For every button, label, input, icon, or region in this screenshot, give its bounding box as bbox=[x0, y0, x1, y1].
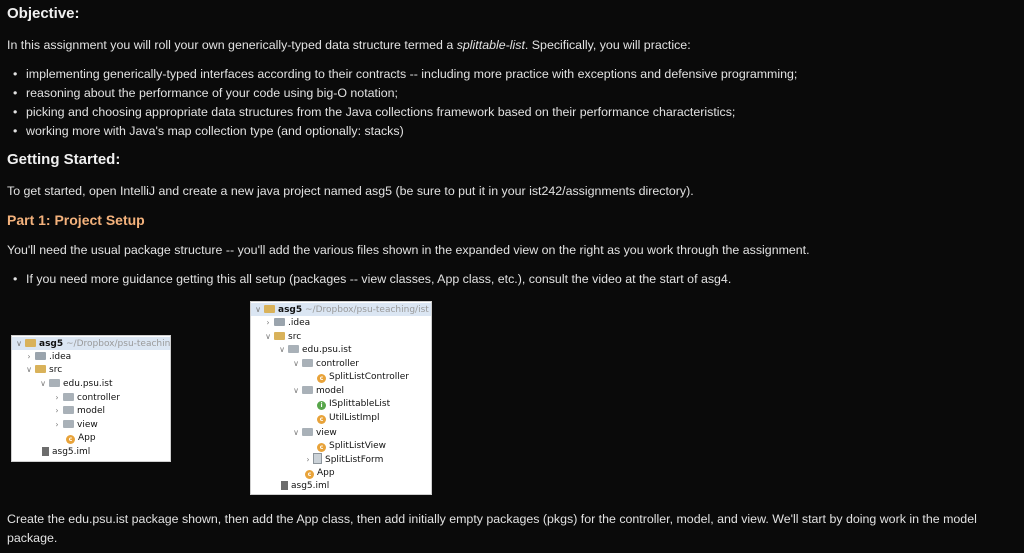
tree-item-splitlistview[interactable]: c SplitListView bbox=[317, 440, 386, 453]
tree-item-utillistimpl[interactable]: c UtilListImpl bbox=[317, 412, 379, 425]
chevron-down-icon[interactable]: ∨ bbox=[255, 305, 261, 314]
part1-text: You'll need the usual package structure -- you'll add the various files shown in the expanded view on the right as you work through the assignment. bbox=[7, 243, 810, 257]
tree-item-package[interactable]: ∨ edu.psu.ist bbox=[38, 377, 113, 390]
package-icon bbox=[288, 345, 299, 353]
chevron-right-icon[interactable]: › bbox=[55, 406, 59, 415]
tree-root[interactable]: ∨ asg5 ~/Dropbox/psu-teaching/ist bbox=[251, 303, 431, 316]
chevron-down-icon[interactable]: ∨ bbox=[279, 345, 285, 354]
list-item: • reasoning about the performance of your code using big-O notation; bbox=[7, 84, 797, 103]
tree-item-src[interactable]: ∨ src bbox=[24, 363, 62, 376]
tree-item-iml[interactable]: asg5.iml bbox=[42, 446, 90, 459]
package-icon bbox=[63, 393, 74, 401]
objective-intro: In this assignment you will roll your own generically-typed data structure termed a splittable-list. Specifically, you will practice: bbox=[7, 38, 691, 52]
folder-icon bbox=[274, 318, 285, 326]
tree-item-app[interactable]: c App bbox=[66, 432, 96, 445]
module-file-icon bbox=[42, 447, 49, 456]
tree-item-iml[interactable]: asg5.iml bbox=[281, 480, 329, 493]
folder-icon bbox=[264, 305, 275, 313]
package-icon bbox=[302, 359, 313, 367]
tree-item-controller[interactable]: ∨ controller bbox=[291, 357, 359, 370]
class-c-icon: c bbox=[305, 470, 314, 479]
list-item: • picking and choosing appropriate data structures from the Java collections framework based on their performance characteristics; bbox=[7, 103, 797, 122]
chevron-right-icon[interactable]: › bbox=[266, 318, 270, 327]
class-c-icon: c bbox=[317, 443, 326, 452]
class-c-icon: c bbox=[317, 415, 326, 424]
tree-item-model[interactable]: › model bbox=[52, 404, 105, 417]
tree-item-package[interactable]: ∨ edu.psu.ist bbox=[277, 343, 352, 356]
form-file-icon bbox=[313, 453, 322, 464]
objective-heading: Objective: bbox=[7, 5, 80, 22]
tree-item-isplittablelist[interactable]: i ISplittableList bbox=[317, 398, 390, 411]
chevron-down-icon[interactable]: ∨ bbox=[293, 386, 299, 395]
class-c-icon: c bbox=[317, 374, 326, 383]
objective-bullet-list bbox=[7, 65, 797, 141]
project-tree-collapsed bbox=[11, 335, 171, 462]
tree-item-splitlistform[interactable]: › SplitListForm bbox=[303, 453, 383, 466]
splittable-list-term: splittable-list bbox=[456, 38, 525, 52]
chevron-right-icon[interactable]: › bbox=[306, 455, 310, 464]
chevron-down-icon[interactable]: ∨ bbox=[293, 428, 299, 437]
tree-item-idea[interactable]: › .idea bbox=[24, 350, 71, 363]
package-icon bbox=[302, 386, 313, 394]
getting-started-heading: Getting Started: bbox=[7, 151, 121, 168]
tree-item-idea[interactable]: › .idea bbox=[263, 316, 310, 329]
folder-icon bbox=[35, 365, 46, 373]
package-icon bbox=[49, 379, 60, 387]
list-item: • implementing generically-typed interfaces according to their contracts -- including more practice with exceptions and defensive programming; bbox=[7, 65, 797, 84]
class-c-icon: c bbox=[66, 435, 75, 444]
faint-arrow-area bbox=[182, 370, 244, 404]
chevron-down-icon[interactable]: ∨ bbox=[26, 365, 32, 374]
tree-item-src[interactable]: ∨ src bbox=[263, 330, 301, 343]
tree-item-splitlistcontroller[interactable]: c SplitListController bbox=[317, 371, 409, 384]
list-item: • If you need more guidance getting this all setup (packages -- view classes, App class, etc.), consult the video at the start of asg4. bbox=[7, 270, 731, 289]
folder-icon bbox=[274, 332, 285, 340]
package-icon bbox=[63, 420, 74, 428]
footer-paragraph: Create the edu.psu.ist package shown, then add the App class, then add initially empty packages (pkgs) for the controller, model, and view. We'll start by doing work in the model package. bbox=[7, 512, 977, 545]
chevron-down-icon[interactable]: ∨ bbox=[16, 339, 22, 348]
chevron-down-icon[interactable]: ∨ bbox=[293, 359, 299, 368]
tree-item-model[interactable]: ∨ model bbox=[291, 384, 344, 397]
tree-item-app[interactable]: c App bbox=[305, 467, 335, 480]
package-icon bbox=[63, 406, 74, 414]
chevron-right-icon[interactable]: › bbox=[27, 352, 31, 361]
folder-icon bbox=[35, 352, 46, 360]
list-item: • working more with Java's map collection type (and optionally: stacks) bbox=[7, 122, 797, 141]
chevron-down-icon[interactable]: ∨ bbox=[40, 379, 46, 388]
part1-heading: Part 1: Project Setup bbox=[7, 212, 145, 228]
project-tree-expanded bbox=[250, 301, 432, 495]
part1-bullet-list bbox=[7, 270, 731, 289]
tree-root[interactable]: ∨ asg5 ~/Dropbox/psu-teachin bbox=[12, 337, 170, 350]
folder-icon bbox=[25, 339, 36, 347]
getting-started-text: To get started, open IntelliJ and create a new java project named asg5 (be sure to put it in your ist242/assignments directory). bbox=[7, 184, 694, 198]
module-file-icon bbox=[281, 481, 288, 490]
chevron-down-icon[interactable]: ∨ bbox=[265, 332, 271, 341]
tree-item-controller[interactable]: › controller bbox=[52, 391, 120, 404]
chevron-right-icon[interactable]: › bbox=[55, 420, 59, 429]
chevron-right-icon[interactable]: › bbox=[55, 393, 59, 402]
interface-i-icon: i bbox=[317, 401, 326, 410]
tree-item-view[interactable]: › view bbox=[52, 418, 98, 431]
tree-item-view[interactable]: ∨ view bbox=[291, 426, 337, 439]
package-icon bbox=[302, 428, 313, 436]
